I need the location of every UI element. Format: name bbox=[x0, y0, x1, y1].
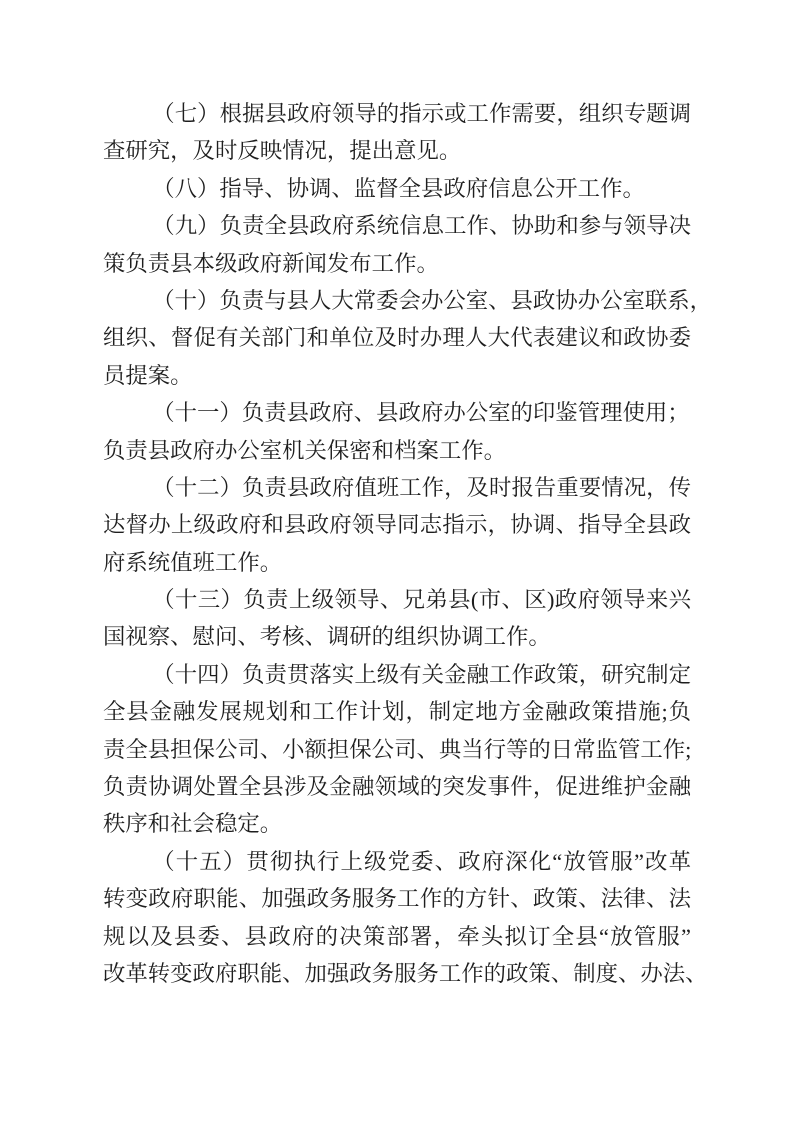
text-line: 负责县政府办公室机关保密和档案工作。 bbox=[103, 437, 507, 463]
text-line: 秩序和社会稳定。 bbox=[103, 811, 283, 837]
text-line: 国视察、慰问、考核、调研的组织协调工作。 bbox=[103, 624, 551, 650]
text-line: 改革转变政府职能、加强政务服务工作的政策、制度、办法、 bbox=[103, 960, 708, 986]
document-text-block bbox=[103, 95, 713, 992]
text-line: 查研究，及时反映情况，提出意见。 bbox=[103, 138, 462, 164]
text-line: 策负责县本级政府新闻发布工作。 bbox=[103, 250, 439, 276]
text-line: 组织、督促有关部门和单位及时办理人大代表建议和政协委 bbox=[103, 325, 691, 351]
text-line: （十）负责与县人大常委会办公室、县政协办公室联系， bbox=[152, 287, 713, 313]
text-line: （十五）贯彻执行上级党委、政府深化“放管服”改革 bbox=[152, 848, 691, 874]
text-line: （七）根据县政府领导的指示或工作需要，组织专题调 bbox=[152, 101, 691, 126]
text-line: 全县金融发展规划和工作计划，制定地方金融政策措施;负 bbox=[103, 699, 691, 725]
text-line: （十一）负责县政府、县政府办公室的印鉴管理使用； bbox=[152, 400, 690, 426]
text-line: 责全县担保公司、小额担保公司、典当行等的日常监管工作; bbox=[103, 736, 692, 762]
text-line: （九）负责全县政府系统信息工作、协助和参与领导决 bbox=[152, 213, 691, 239]
text-line: 规以及县委、县政府的决策部署，牵头拟订全县“放管服” bbox=[103, 923, 691, 949]
text-line: 府系统值班工作。 bbox=[103, 549, 283, 575]
text-line: （十三）负责上级领导、兄弟县(市、区)政府领导来兴 bbox=[152, 587, 691, 613]
text-line: （十四）负责贯落实上级有关金融工作政策，研究制定 bbox=[152, 661, 691, 687]
text-line: （十二）负责县政府值班工作，及时报告重要情况，传 bbox=[152, 474, 691, 500]
text-line: 转变政府职能、加强政务服务工作的方针、政策、法律、法 bbox=[103, 886, 691, 912]
text-line: 负责协调处置全县涉及金融领域的突发事件，促进维护金融 bbox=[103, 774, 691, 800]
text-line: 达督办上级政府和县政府领导同志指示，协调、指导全县政 bbox=[103, 512, 691, 538]
text-line: 员提案。 bbox=[103, 362, 193, 388]
text-line: （八）指导、协调、监督全县政府信息公开工作。 bbox=[152, 175, 645, 201]
